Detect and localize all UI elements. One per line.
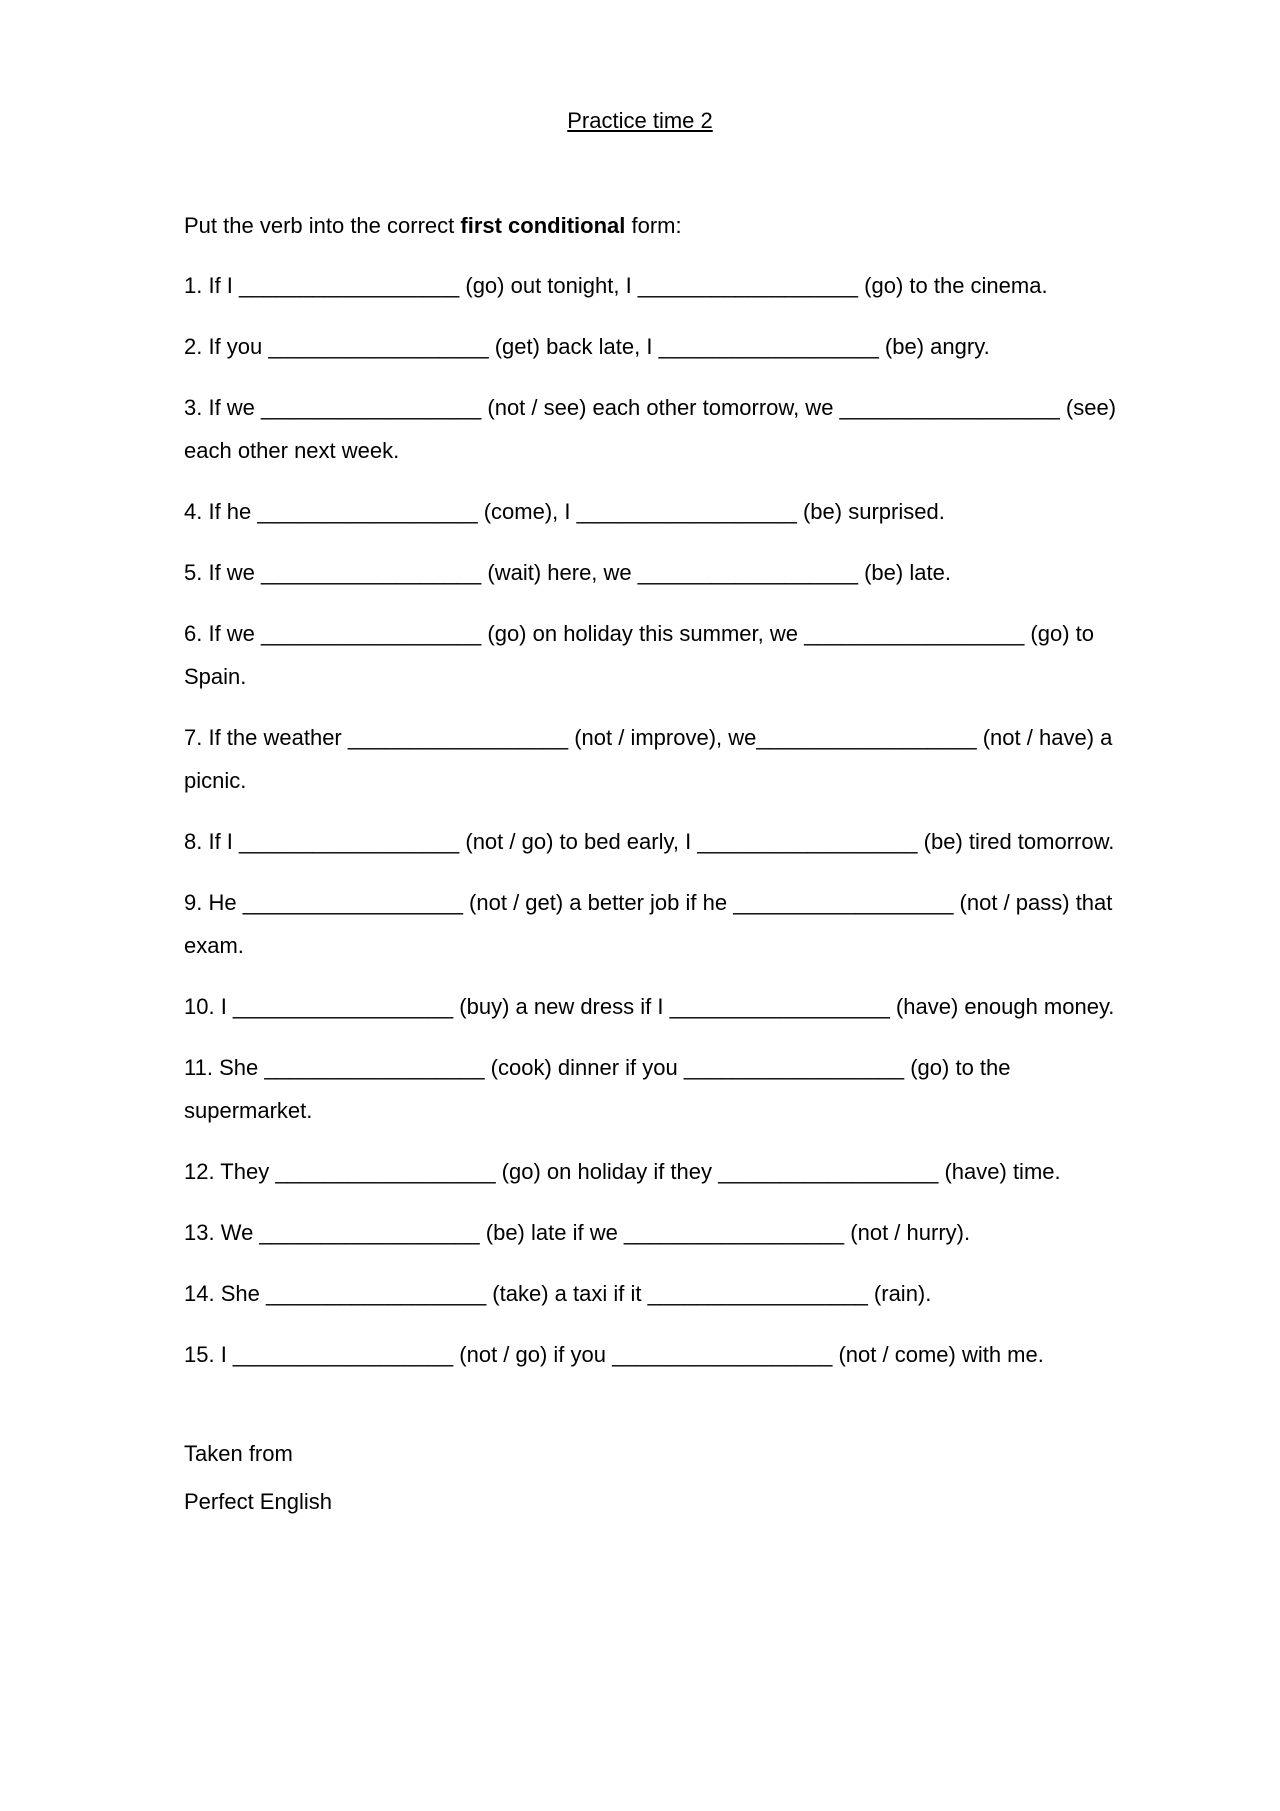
exercise-item-8: 8. If I __________________ (not / go) to bed early, I __________________ (be) tired tomorrow. — [184, 829, 1115, 854]
instruction-text-start: Put the verb into the correct — [184, 213, 461, 238]
credit-line-1: Taken from — [184, 1441, 293, 1466]
exercise-item-15: 15. I __________________ (not / go) if you __________________ (not / come) with me. — [184, 1342, 1044, 1367]
exercise-content — [184, 204, 1124, 1394]
page-title: Practice time 2 — [567, 108, 713, 133]
exercise-item-14: 14. She __________________ (take) a taxi if it __________________ (rain). — [184, 1281, 932, 1306]
exercise-item-9: 9. He __________________ (not / get) a better job if he __________________ (not / pass) that exam. — [184, 890, 1113, 958]
exercise-item-10: 10. I __________________ (buy) a new dress if I __________________ (have) enough money. — [184, 994, 1115, 1019]
source-credit — [184, 1441, 332, 1537]
instruction — [184, 204, 1124, 247]
exercise-item-5: 5. If we __________________ (wait) here, we __________________ (be) late. — [184, 560, 951, 585]
exercise-item-13: 13. We __________________ (be) late if we __________________ (not / hurry). — [184, 1220, 971, 1245]
exercise-item-6: 6. If we __________________ (go) on holiday this summer, we __________________ (go) to Spain. — [184, 621, 1095, 689]
instruction-emphasis: first conditional — [460, 213, 626, 238]
exercise-item-12: 12. They __________________ (go) on holiday if they __________________ (have) time. — [184, 1159, 1061, 1184]
exercise-item-7: 7. If the weather __________________ (not / improve), we__________________ (not / have) a picnic. — [184, 725, 1113, 793]
credit-line-2: Perfect English — [184, 1489, 332, 1514]
instruction-text-end: form: — [625, 213, 682, 238]
exercise-item-1: 1. If I __________________ (go) out tonight, I __________________ (go) to the cinema. — [184, 273, 1048, 298]
exercise-item-4: 4. If he __________________ (come), I __________________ (be) surprised. — [184, 499, 945, 524]
exercise-item-2: 2. If you __________________ (get) back late, I __________________ (be) angry. — [184, 334, 990, 359]
exercise-item-3: 3. If we __________________ (not / see) each other tomorrow, we __________________ (see) each other next week. — [184, 395, 1117, 463]
exercise-item-11: 11. She __________________ (cook) dinner if you __________________ (go) to the supermarket. — [184, 1055, 1011, 1123]
